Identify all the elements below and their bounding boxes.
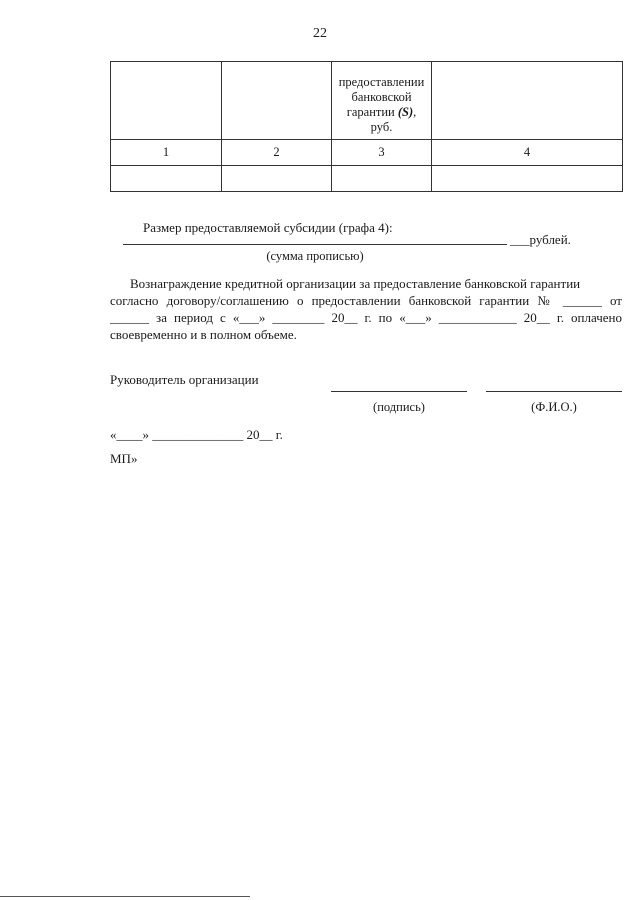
reward-line-3: ______ за период с «___» ________ 20__ г. по «___» ____________ 20__ г. оплачено <box>110 310 622 325</box>
table-header-row <box>111 62 623 140</box>
subsidy-label: Размер предоставляемой субсидии (графа 4): <box>143 220 393 235</box>
header-line-4: руб. <box>370 120 393 134</box>
header-line-2: банковской <box>351 90 412 104</box>
subsidy-amount-line[interactable] <box>123 244 507 245</box>
reward-line-2: согласно договору/соглашению о предоставлении банковской гарантии № ______ от <box>110 293 622 308</box>
data-cell-2[interactable] <box>222 166 332 192</box>
subsidy-rubles: ___рублей. <box>510 232 571 247</box>
column-number-1: 1 <box>111 140 222 166</box>
page-number: 22 <box>313 26 327 41</box>
reward-line-4: своевременно и в полном объеме. <box>110 327 297 342</box>
table-header-cell-1 <box>111 62 222 140</box>
data-cell-3[interactable] <box>332 166 432 192</box>
data-cell-4[interactable] <box>432 166 623 192</box>
subsidy-caption: (сумма прописью) <box>266 249 364 263</box>
table-data-row <box>111 166 623 192</box>
stamp-label: МП» <box>110 451 138 466</box>
table-header-cell-4 <box>432 62 623 140</box>
signature-caption: (подпись) <box>373 400 425 414</box>
reward-paragraph <box>110 275 622 343</box>
column-number-3: 3 <box>332 140 432 166</box>
head-label: Руководитель организации <box>110 372 259 387</box>
full-name-line[interactable] <box>486 391 622 392</box>
data-cell-1[interactable] <box>111 166 222 192</box>
header-line-3: гарантии (S), <box>346 105 417 119</box>
column-number-4: 4 <box>432 140 623 166</box>
header-line-1: предоставлении <box>338 75 425 89</box>
table-header-cell-2 <box>222 62 332 140</box>
reward-line-1: Вознаграждение кредитной организации за предоставление банковской гарантии <box>130 276 581 291</box>
guarantee-table <box>110 61 623 192</box>
column-number-2: 2 <box>222 140 332 166</box>
table-header-cell-3 <box>332 62 432 140</box>
date-line: «____» ______________ 20__ г. <box>110 427 283 442</box>
signature-line[interactable] <box>331 391 467 392</box>
footer-divider <box>0 896 250 897</box>
table-number-row <box>111 140 623 166</box>
full-name-caption: (Ф.И.О.) <box>531 400 577 414</box>
